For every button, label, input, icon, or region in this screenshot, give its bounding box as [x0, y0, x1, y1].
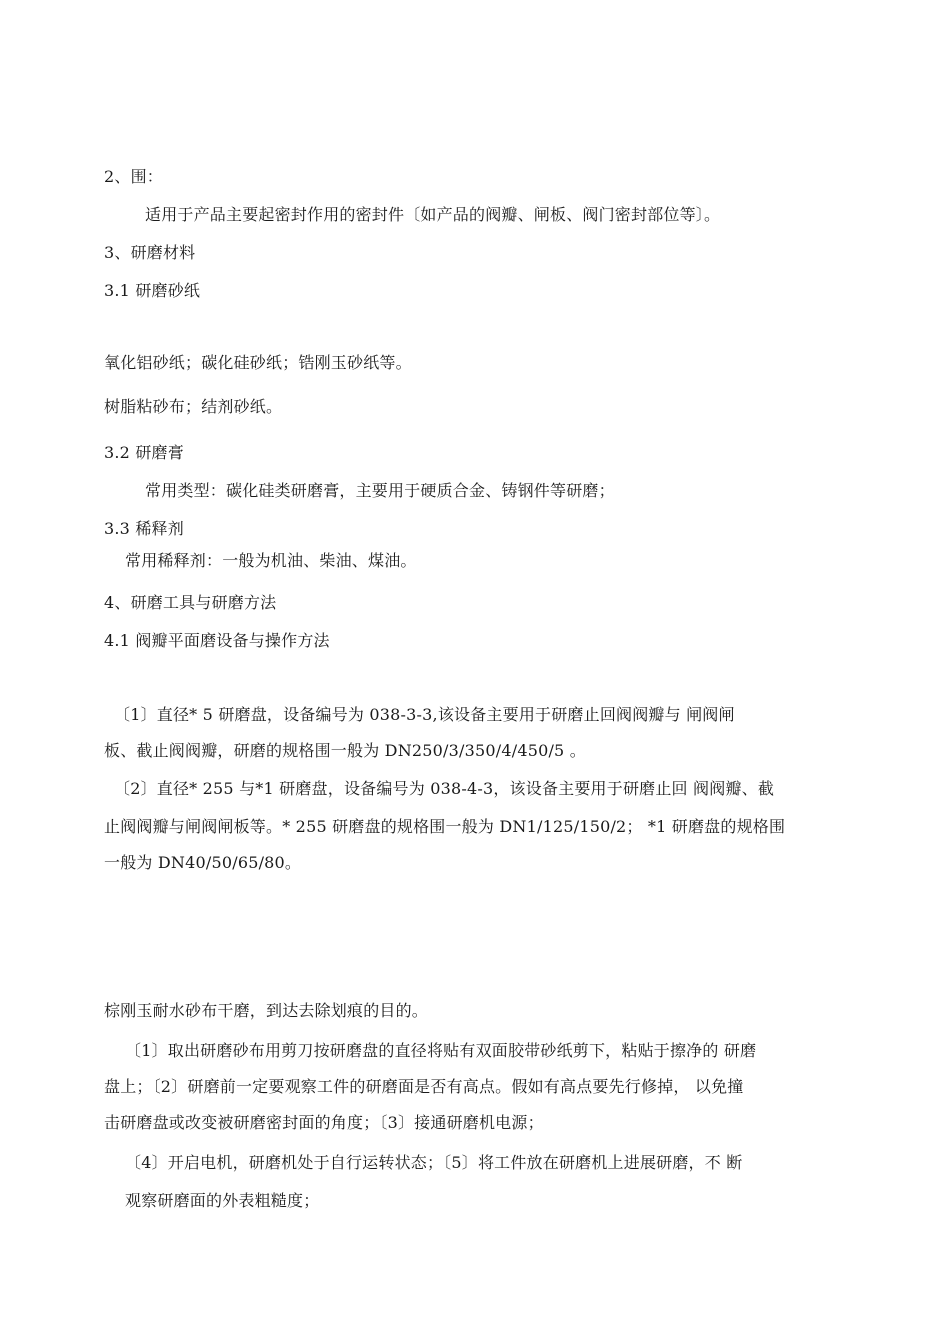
section-heading-2: 2、围：: [104, 167, 163, 186]
dry-grinding-paragraph: 棕刚玉耐水砂布干磨，到达去除划痕的目的。: [104, 1001, 429, 1020]
disc-1-line-1: 〔1〕直径* 5 研磨盘，设备编号为 038-3-3,该设备主要用于研磨止回阀阀瓣与 闸阀闸: [114, 705, 735, 724]
disc-2-line-1: 〔2〕直径* 255 与*1 研磨盘，设备编号为 038-4-3，该设备主要用于研磨止回 阀阀瓣、截: [114, 779, 775, 798]
section-heading-4: 4、研磨工具与研磨方法: [104, 593, 277, 612]
subsection-heading-3-2: 3.2 研磨膏: [104, 443, 184, 462]
disc-2-line-2: 止阀阀瓣与闸阀闸板等。* 255 研磨盘的规格围一般为 DN1/125/150/2； *1 研磨盘的规格围: [104, 817, 786, 836]
subsection-heading-3-3: 3.3 稀释剂: [104, 519, 184, 538]
procedure-line-5: 观察研磨面的外表粗糙度；: [125, 1191, 320, 1210]
scope-paragraph: 适用于产品主要起密封作用的密封件〔如产品的阀瓣、闸板、阀门密封部位等〕。: [145, 205, 721, 224]
paste-types-paragraph: 常用类型：碳化硅类研磨膏，主要用于硬质合金、铸钢件等研磨；: [145, 481, 615, 500]
section-heading-3: 3、研磨材料: [104, 243, 196, 262]
procedure-line-2: 盘上；〔2〕研磨前一定要观察工件的研磨面是否有高点。假如有高点要先行修掉， 以免撞: [104, 1077, 744, 1096]
subsection-heading-4-1: 4.1 阀瓣平面磨设备与操作方法: [104, 631, 330, 650]
procedure-line-1: 〔1〕取出研磨砂布用剪刀按研磨盘的直径将贴有双面胶带砂纸剪下，粘贴于擦净的 研磨: [125, 1041, 757, 1060]
diluent-paragraph: 常用稀释剂：一般为机油、柴油、煤油。: [125, 551, 417, 570]
subsection-heading-3-1: 3.1 研磨砂纸: [104, 281, 201, 300]
procedure-line-3: 击研磨盘或改变被研磨密封面的角度；〔3〕接通研磨机电源；: [104, 1113, 544, 1132]
abrasive-cloth-list: 树脂粘砂布；结剂砂纸。: [104, 397, 283, 416]
disc-1-line-2: 板、截止阀阀瓣，研磨的规格围一般为 DN250/3/350/4/450/5 。: [104, 741, 586, 760]
abrasive-paper-list: 氧化铝砂纸；碳化硅砂纸；锆刚玉砂纸等。: [104, 353, 412, 372]
procedure-line-4: 〔4〕开启电机，研磨机处于自行运转状态；〔5〕将工件放在研磨机上进展研磨，不 断: [125, 1153, 743, 1172]
disc-2-line-3: 一般为 DN40/50/65/80。: [104, 853, 302, 872]
